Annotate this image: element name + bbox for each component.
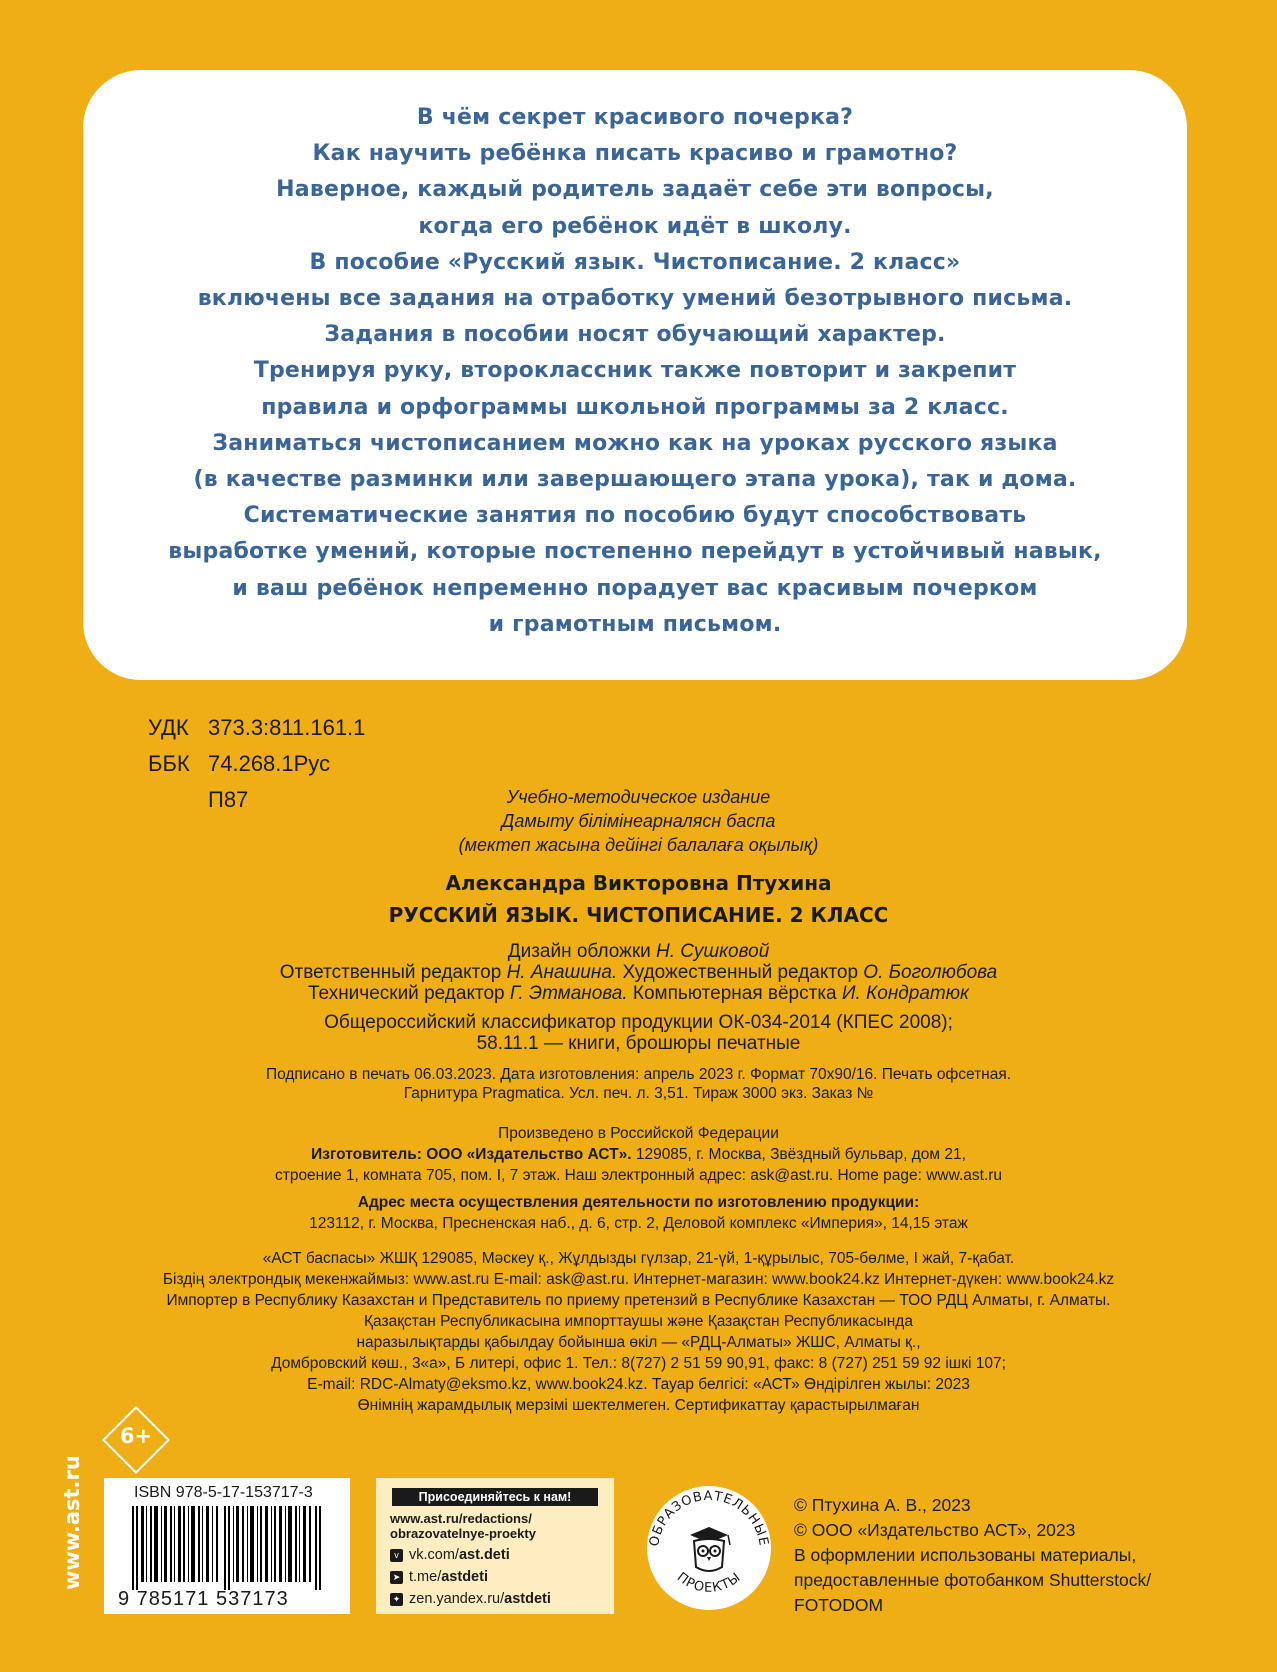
- copyright-block: [794, 1493, 1151, 1618]
- social-url-line: www.ast.ru/redactions/: [390, 1511, 532, 1526]
- author-mark: П87: [208, 787, 249, 812]
- manufacturer-line: [0, 1144, 1277, 1165]
- tech-label: Технический редактор: [308, 983, 505, 1004]
- print-info-line: Подписано в печать 06.03.2023. Дата изготовления: апрель 2023 г. Формат 70x90/16. Печать офсетная.: [265, 1066, 1012, 1083]
- credits: [0, 941, 1277, 1004]
- isbn: ISBN 978-5-17-153717-3: [134, 1484, 313, 1501]
- barcode-box: [104, 1478, 350, 1614]
- edition-type-line: Дамыту білімінеарналясн баспа: [501, 811, 776, 831]
- okp-line: 58.11.1 — книги, брошюры печатные: [476, 1033, 801, 1054]
- description-line: В чём секрет красивого почерка?: [416, 105, 854, 130]
- kz-line: Қазақстан Республикасына импорттаушы және Қазақстан Республикасында: [364, 1313, 913, 1330]
- bbk-row: [148, 746, 365, 782]
- credits-tech: [0, 983, 1277, 1004]
- print-info-line: Гарнитура Pragmatica. Усл. печ. л. 3,51. Тираж 3000 экз. Заказ №: [403, 1084, 874, 1102]
- barcode-icon: [132, 1506, 322, 1590]
- stamp-top-text: ОБРАЗОВАТЕЛЬНЫЕ: [647, 1488, 771, 1548]
- bbk-label: ББК: [148, 751, 190, 776]
- stamp-bottom-text: ПРОЕКТЫ: [673, 1569, 745, 1596]
- edition-type-line: Учебно-методическое издание: [506, 787, 771, 807]
- zen-icon: ✦: [390, 1593, 403, 1606]
- layout-name: И. Кондратюк: [841, 983, 969, 1004]
- description-line: Наверное, каждый родитель задаёт себе эти вопросы,: [276, 177, 994, 203]
- description-line: выработке умений, которые постепенно перейдут в устойчивый навык,: [168, 539, 1102, 565]
- kz-line: Біздің электрондық мекенжаймыз: www.ast.ru E-mail: ask@ast.ru. Интернет-магазин: www.book24.kz Интернет-дүкен: www.book24.kz: [162, 1271, 1115, 1288]
- resp-label: Ответственный редактор: [279, 962, 502, 983]
- kz-line: Өнімнің жарамдылық мерзімі шектелмеген. Сертификаттау қарастырылмаған: [357, 1397, 920, 1414]
- manufacturer-label: Изготовитель: ООО «Издательство АСТ».: [311, 1146, 632, 1163]
- kz-line: «АСТ баспасы» ЖШҚ 129085, Мәскеу қ., Жұлдызды гүлзар, 21-үй, 1-құрылыс, 705-бөлме, I жай, 7-қабат.: [262, 1250, 1015, 1267]
- ean-digits: 9 785171 537173: [118, 1588, 289, 1610]
- credits-cover: [0, 941, 1277, 962]
- kz-line: E-mail: RDC-Almaty@eksmo.kz, www.book24.kz. Тауар белгісі: «АСТ» Өндірілген жылы: 2023: [307, 1376, 970, 1393]
- social-url[interactable]: [390, 1511, 536, 1541]
- copyright-line: FOTODOM: [794, 1595, 884, 1615]
- author-name: Александра Викторовна Птухина: [445, 871, 832, 895]
- udk-row: [148, 710, 365, 746]
- vk-link[interactable]: v vk.com/ ast.deti: [390, 1547, 510, 1563]
- telegram-link[interactable]: ➤ t.me/ astdeti: [390, 1569, 488, 1585]
- description-line: и грамотным письмом.: [488, 611, 782, 637]
- description-line: и ваш ребёнок непременно порадует вас красивым почерком: [232, 575, 1038, 601]
- udk-value: 373.3:811.161.1: [208, 715, 366, 740]
- cover-label: Дизайн обложки: [507, 941, 651, 962]
- produced-in: Произведено в Российской Федерации: [498, 1125, 779, 1142]
- edition-type-line: (мектеп жасына дейінгі балалаға оқылық): [458, 835, 819, 855]
- kz-line: Импортер в Республику Казахстан и Представитель по приему претензий в Республике Казахстан — ТОО РДЦ Алматы, г. Алматы.: [166, 1292, 1111, 1309]
- kz-line: Домбровский көш., 3«а», Б литері, офис 1. Тел.: 8(727) 2 51 59 90,91, факс: 8 (727) 251 59 92 ішкі 107;: [271, 1355, 1006, 1372]
- description-line: включены все задания на отработку умений безотрывного письма.: [197, 286, 1073, 312]
- vk-icon: v: [390, 1549, 403, 1562]
- social-header: Присоединяйтесь к нам!: [392, 1488, 598, 1506]
- copyright-line: предоставленные фотобанком Shutterstock/: [794, 1570, 1152, 1590]
- manufacturer-info: [0, 1123, 1277, 1416]
- description-line: (в качестве разминки или завершающего этапа урока), так и дома.: [193, 467, 1077, 493]
- zen-link[interactable]: ✦ zen.yandex.ru/ astdeti: [390, 1591, 551, 1607]
- description-panel: [83, 70, 1187, 680]
- okp-line: Общероссийский классификатор продукции ОК-034-2014 (КПЕС 2008);: [324, 1012, 953, 1033]
- description-line: В пособие «Русский язык. Чистописание. 2 класс»: [309, 249, 961, 275]
- description-line: Тренируя руку, второклассник также повторит и закрепит: [253, 358, 1017, 384]
- description-line: Заниматься чистописанием можно как на уроках русского языка: [212, 430, 1058, 456]
- description-line: Как научить ребёнка писать красиво и грамотно?: [312, 141, 958, 167]
- description-line: Систематические занятия по пособию будут способствовать: [243, 503, 1027, 529]
- print-info: [0, 1066, 1277, 1103]
- social-block: [376, 1478, 614, 1614]
- age-rating: 6+: [119, 1424, 153, 1448]
- description-line: Задания в пособии носят обучающий характер.: [324, 322, 946, 348]
- social-url-line: obrazovatelnye-proekty: [390, 1526, 536, 1541]
- art-label: Художественный редактор: [622, 962, 859, 983]
- tech-name: Г. Этманова.: [509, 983, 628, 1004]
- telegram-icon: ➤: [390, 1571, 403, 1584]
- copyright-line: © ООО «Издательство АСТ», 2023: [794, 1520, 1076, 1540]
- udk-label: УДК: [148, 715, 189, 740]
- layout-label: Компьютерная вёрстка: [632, 983, 837, 1004]
- activity-address: 123112, г. Москва, Пресненская наб., д. 6, стр. 2, Деловой комплекс «Империя», 14,15 этаж: [309, 1215, 968, 1232]
- cover-name: Н. Сушковой: [656, 941, 770, 962]
- description-line: правила и орфограммы школьной программы за 2 класс.: [261, 394, 1009, 420]
- copyright-line: В оформлении использованы материалы,: [794, 1545, 1137, 1565]
- site-vertical: www.ast.ru: [60, 1455, 84, 1590]
- credits-editors: [0, 962, 1277, 983]
- okp-classifier: [0, 1012, 1277, 1054]
- kz-line: наразылықтарды қабылдау бойынша өкіл — «РДЦ-Алматы» ЖШС, Алматы қ.,: [356, 1334, 921, 1351]
- edition-type: [0, 785, 1277, 857]
- activity-label: Адрес места осуществления деятельности по изготовлению продукции:: [357, 1194, 920, 1211]
- book-title: РУССКИЙ ЯЗЫК. ЧИСТОПИСАНИЕ. 2 КЛАСС: [388, 903, 889, 927]
- imprint-block: [0, 785, 1277, 1416]
- description-line: когда его ребёнок идёт в школу.: [418, 213, 852, 239]
- copyright-line: © Птухина А. В., 2023: [794, 1495, 971, 1515]
- manufacturer-address-1: 129085, г. Москва, Звёздный бульвар, дом 21,: [635, 1146, 966, 1163]
- educational-projects-stamp: [644, 1483, 774, 1613]
- art-name: О. Боголюбова: [863, 962, 998, 983]
- resp-name: Н. Анашина.: [506, 962, 618, 983]
- manufacturer-address-2: строение 1, комната 705, пом. I, 7 этаж. Наш электронный адрес: ask@ast.ru. Home page: www.ast.ru: [274, 1167, 1003, 1184]
- bbk-value: 74.268.1Рус: [208, 751, 331, 776]
- description-text: [83, 100, 1187, 643]
